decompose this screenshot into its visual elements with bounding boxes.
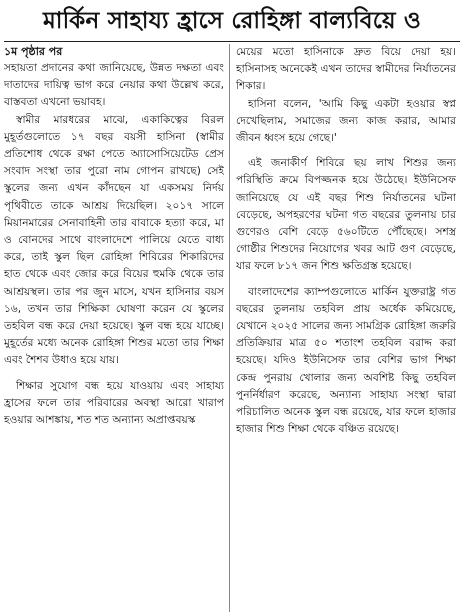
right-paragraph-3: এই জনাকীর্ণ শিবিরে ছয় লাখ শিশুর জন্য পরিস্থিতি ক্রমে বিপজ্জনক হয়ে উঠেছে। ইউনিসেফ জানিয়েছে যে এই বছর শিশু নির্যাতনের ঘটনা বেড়েছে, অপহরণের ঘটনা গত বছরের তুলনায় চার গুণেরও বেশি বেড়ে ৫৬০টিতে পৌঁছেছে। সশস্ত্র গোষ্ঠীর শিশুদের নিয়োগের খবর আট গুণ বেড়েছে, যার ফলে ৮১৭ জন শিশু ক্ষতিগ্রস্ত হয়েছে। (236, 157, 456, 273)
continued-from-label: ১ম পৃষ্ঠার পর (4, 45, 63, 58)
column-divider (229, 44, 230, 612)
right-column (236, 44, 456, 614)
left-paragraph-1: সহায়তা প্রদানের কথা জানিয়েছে, উন্নত দক্ষতা এবং দাতাদের দায়িত্ব ভাগ করে নেয়ার কথা উল্লেখ করে, বাস্তবতা এখনো ভয়াবহ। (4, 62, 224, 109)
right-paragraph-4: বাংলাদেশের ক্যাম্পগুলোতে মার্কিন যুক্তরাষ্ট্র গত বছরের তুলনায় তহবিল প্রায় অর্ধেক কমিয়েছে, যেখানে ২০২৫ সালের জন্য সামগ্রিক রোহিঙ্গা জরুরি প্রতিক্রিয়ার মাত্র ৫০ শতাংশ তহবিল বরাদ্দ করা হয়েছে। যদিও ইউনিসেফ তার বেশির ভাগ শিক্ষা কেন্দ্র পুনরায় খোলার জন্য অবশিষ্ট কিছু তহবিল পুনর্নির্ধারণ করেছে, অন্যান্য সাহায্য সংস্থা দ্বারা পরিচালিত অনেক স্কুল বন্ধ রয়েছে, যার ফলে হাজার হাজার শিশু শিক্ষা থেকে বঞ্চিত রয়েছে। (236, 285, 456, 436)
left-paragraph-3: শিক্ষার সুযোগ বন্ধ হয়ে যাওয়ায় এবং সাহায্য হ্রাসের ফলে তার পরিবারের অবস্থা আরো খারাপ হওয়ার আশঙ্কায়, শত শত অন্যান্য অপ্রাপ্তবয়স্ক (4, 379, 224, 427)
left-column (4, 44, 224, 614)
headline-rule (4, 41, 460, 42)
left-paragraph-2: স্বামীর মারধরের মাঝে, একাকিত্বের বিরল মুহূর্তগুলোতে ১৭ বছর বয়সী হাসিনা (স্বামীর প্রতিশোধ থেকে রক্ষা পেতে অ্যাসোসিয়েটেড প্রেস সংবাদ সংস্থা তার পুরো নাম গোপন রাখছে) সেই স্কুলের জন্য এখন কাঁদছেন যা একসময় নির্দয় পৃথিবীতে তাকে আশ্রয় দিয়েছিল। ২০১৭ সালে মিয়ানমারের সেনাবাহিনী তার বাবাকে হত্যা করে, মা ও বোনদের সাথে বাংলাদেশে পালিয়ে যেতে বাধ্য করে, তাই স্কুল ছিল রোহিঙ্গা শিবিরের শিকারিদের হাত থেকে এবং জোর করে বিয়ের হুমকি থেকে তার আশ্রয়স্থল। তার পর জুন মাসে, যখন হাসিনার বয়স ১৬, তখন তার শিক্ষিকা ঘোষণা করেন যে স্কুলের তহবিল বন্ধ করে দেয়া হয়েছে। স্কুল বন্ধ হয়ে যাচ্ছে। মুহূর্তের মধ্যে অনেক রোহিঙ্গা শিশুর মতো তার শিক্ষা এবং শৈশব উধাও হয়ে যায়। (4, 113, 224, 367)
right-paragraph-1: মেয়ের মতো হাসিনাকে দ্রুত বিয়ে দেয়া হয়। হাসিনাসহ অনেকেই এখন তাদের স্বামীদের নির্যাতনের শিকার। (236, 46, 456, 93)
right-paragraph-2: হাসিনা বলেন, 'আমি কিছু একটা হওয়ার স্বপ্ন দেখেছিলাম, সমাজের জন্য কাজ করার, আমার জীবন ধ্বংস হয়ে গেছে।' (236, 97, 456, 145)
article-headline: মার্কিন সাহায্য হ্রাসে রোহিঙ্গা বাল্যবিয়ে ও (42, 8, 422, 34)
